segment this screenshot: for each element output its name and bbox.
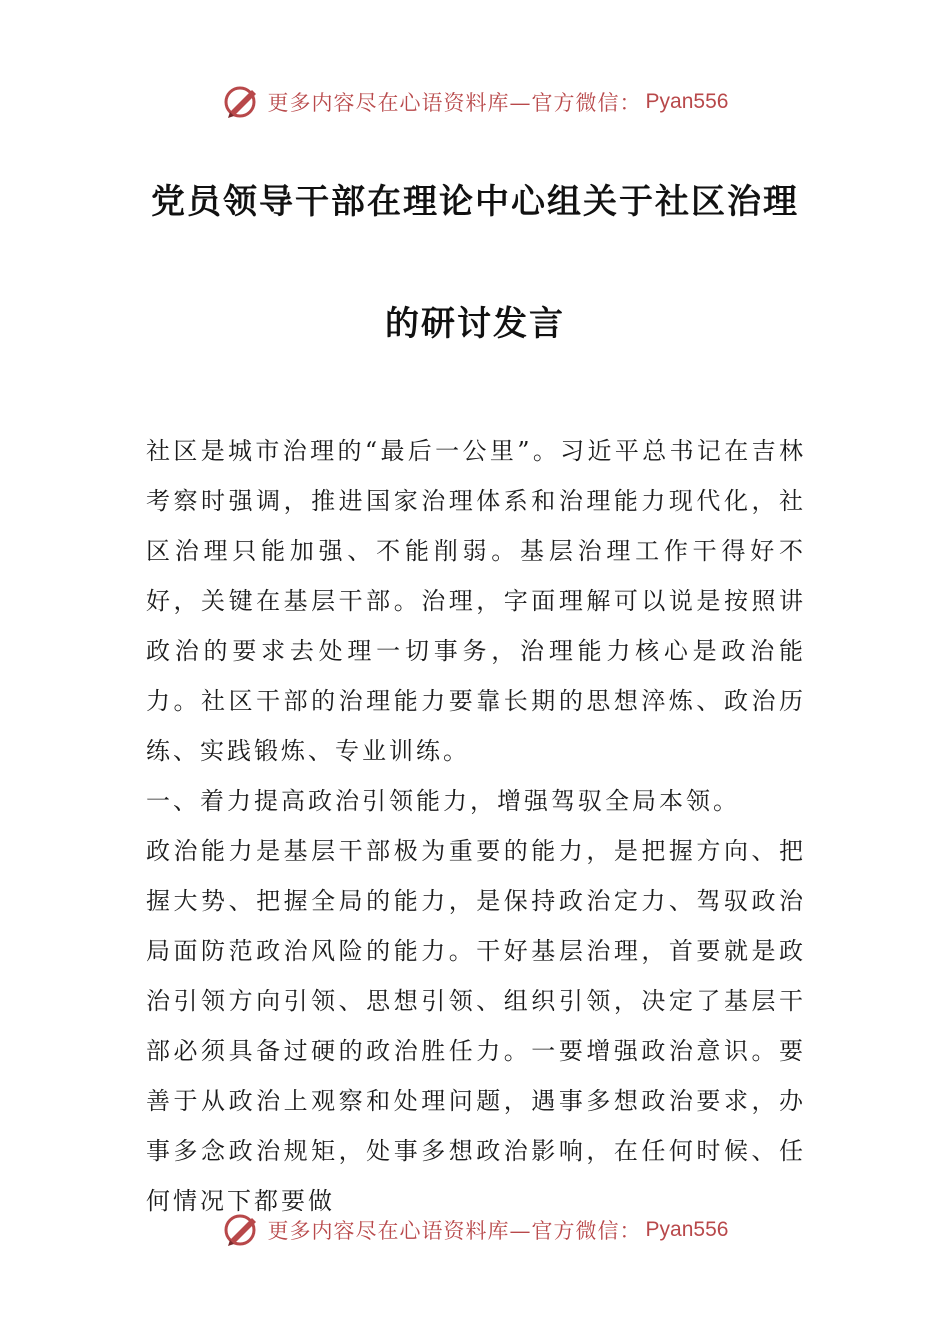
watermark-text: 更多内容尽在心语资料库—官方微信： [267,91,642,115]
paragraph-political-ability: 政治能力是基层干部极为重要的能力，是把握方向、把握大势、把握全局的能力，是保持政治定力、驾驭政治局面防范政治风险的能力。干好基层治理，首要就是政治引领方向引领、思想引领、组织引领，决定了基层干部必须具备过硬的政治胜任力。一要增强政治意识。要善于从政治上观察和处理问题，遇事多想政治要求，办事多念政治规矩，处事多想政治影响，在任何时候、任何情况下都要做 [146,837,806,1215]
document-title-line-1: 党员领导干部在理论中心组关于社区治理 [151,182,799,222]
watermark-banner-bottom [0,1208,950,1252]
pen-logo-icon [222,1210,262,1250]
document-title-line-2: 的研讨发言 [385,304,565,344]
watermark-handle: Pyan556 [645,1218,729,1241]
watermark-text: 更多内容尽在心语资料库—官方微信： [267,1219,642,1243]
watermark-banner-top [0,80,950,124]
watermark-handle: Pyan556 [645,90,729,113]
pen-logo-icon [222,82,262,122]
paragraph-intro: 社区是城市治理的“最后一公里”。习近平总书记在吉林考察时强调，推进国家治理体系和治理能力现代化，社区治理只能加强、不能削弱。基层治理工作干得好不好，关键在基层干部。治理，字面理解可以说是按照讲政治的要求去处理一切事务，治理能力核心是政治能力。社区干部的治理能力要靠长期的思想淬炼、政治历练、实践锻炼、专业训练。 [146,437,806,765]
document-body [146,426,806,1226]
section-heading-1: 一、着力提高政治引领能力，增强驾驭全局本领。 [146,787,740,815]
